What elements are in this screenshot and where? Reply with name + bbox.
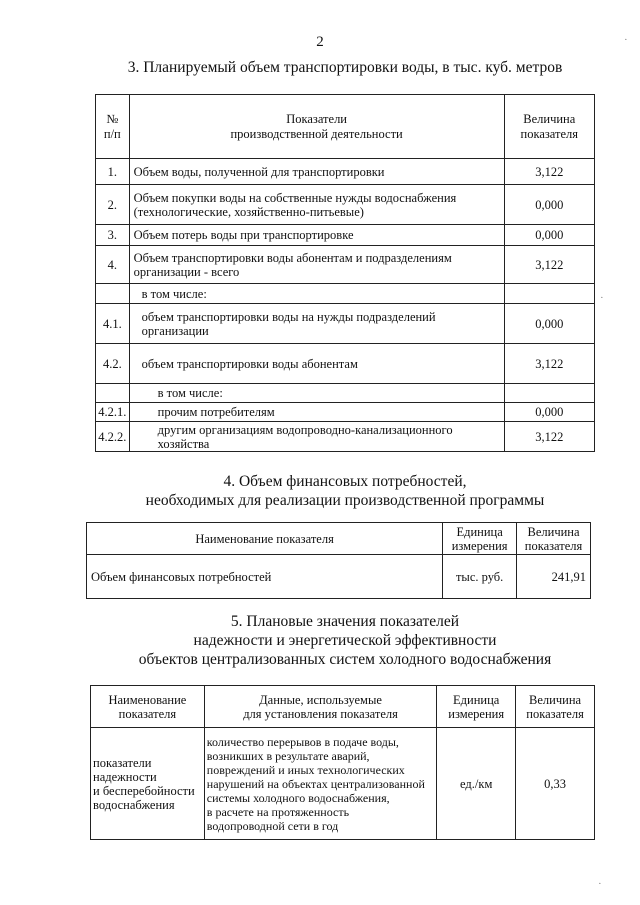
table-row xyxy=(96,344,595,384)
row-name: объем транспортировки воды абонентам xyxy=(129,344,504,384)
header-name-line1: Наименование xyxy=(108,692,187,707)
header-unit-line2: измерения xyxy=(448,706,505,721)
header-indicator xyxy=(129,95,504,159)
header-value xyxy=(517,523,591,555)
row-name-line: водоснабжения xyxy=(93,797,175,812)
row-name: в том числе: xyxy=(129,284,504,304)
row-num xyxy=(96,384,130,403)
row-num: 3. xyxy=(96,225,130,246)
table-header-row xyxy=(96,95,595,159)
table-row xyxy=(91,728,595,840)
row-name: другим организациям водопроводно-канализационного хозяйства xyxy=(129,422,504,452)
row-num xyxy=(96,284,130,304)
row-value: 241,91 xyxy=(517,555,591,599)
row-name: Объем финансовых потребностей xyxy=(87,555,443,599)
table-row xyxy=(96,185,595,225)
row-num: 4.2. xyxy=(96,344,130,384)
scan-mark: · xyxy=(598,878,602,890)
row-num: 1. xyxy=(96,159,130,185)
section-5-title-line3: объектов централизованных систем холодного водоснабжения xyxy=(138,651,552,668)
row-data-line: системы холодного водоснабжения, xyxy=(206,790,390,805)
row-data-line: в расчете на протяженность xyxy=(206,804,350,819)
header-value xyxy=(504,95,594,159)
table-row xyxy=(96,284,595,304)
header-indicator-line2: производственной деятельности xyxy=(230,126,403,141)
row-value: 0,000 xyxy=(504,185,594,225)
table-row xyxy=(87,555,591,599)
header-data-line2: для установления показателя xyxy=(243,706,398,721)
header-name-line2: показателя xyxy=(118,706,177,721)
scan-mark: · xyxy=(600,292,604,304)
row-name: прочим потребителям xyxy=(129,403,504,422)
row-value: 0,000 xyxy=(504,225,594,246)
row-value: 3,122 xyxy=(504,246,594,284)
row-num: 2. xyxy=(96,185,130,225)
page-number: 2 xyxy=(316,34,324,50)
row-value: 3,122 xyxy=(504,159,594,185)
section-4-title xyxy=(60,472,630,510)
header-unit xyxy=(443,523,517,555)
header-value-line1: Величина xyxy=(529,692,582,707)
header-unit-line1: Единица xyxy=(453,692,500,707)
section-4-title-line1: 4. Объем финансовых потребностей, xyxy=(223,473,467,490)
transport-volume-table xyxy=(95,94,595,452)
table-header-row xyxy=(91,686,595,728)
row-value: 0,33 xyxy=(516,728,595,840)
section-5-title-line1: 5. Плановые значения показателей xyxy=(230,613,460,630)
section-3-title: 3. Планируемый объем транспортировки воды, в тыс. куб. метров xyxy=(127,59,563,76)
row-name: объем транспортировки воды на нужды подразделений организации xyxy=(129,304,504,344)
section-4-title-line2: необходимых для реализации производственной программы xyxy=(145,492,545,509)
table-row xyxy=(96,384,595,403)
header-indicator-line1: Показатели xyxy=(286,111,347,126)
table-row xyxy=(96,246,595,284)
header-num-line1: № xyxy=(106,111,119,126)
row-value xyxy=(504,284,594,304)
header-unit xyxy=(437,686,516,728)
row-value: 0,000 xyxy=(504,403,594,422)
row-name: Объем покупки воды на собственные нужды водоснабжения (технологические, хозяйственно-питьевые) xyxy=(129,185,504,225)
row-name-line: надежности xyxy=(93,769,157,784)
row-value xyxy=(504,384,594,403)
table-row xyxy=(96,422,595,452)
row-num: 4.1. xyxy=(96,304,130,344)
row-data xyxy=(204,728,436,840)
header-unit-line2: измерения xyxy=(451,538,508,553)
row-name xyxy=(91,728,205,840)
row-data-line: водопроводной сети в год xyxy=(206,818,339,833)
header-unit-line1: Единица xyxy=(456,524,503,539)
header-value xyxy=(516,686,595,728)
reliability-indicators-table xyxy=(90,685,595,840)
header-value-line1: Величина xyxy=(527,524,580,539)
header-data-line1: Данные, используемые xyxy=(259,692,382,707)
row-value: 3,122 xyxy=(504,344,594,384)
section-5-title-line2: надежности и энергетической эффективности xyxy=(193,632,497,649)
financial-needs-table xyxy=(86,522,591,599)
row-name-line: показатели xyxy=(93,755,152,770)
header-value-line2: показателя xyxy=(526,706,584,721)
header-num-line2: п/п xyxy=(103,126,121,141)
header-num xyxy=(96,95,130,159)
row-unit: ед./км xyxy=(437,728,516,840)
header-name: Наименование показателя xyxy=(87,523,443,555)
row-name: Объем транспортировки воды абонентам и подразделениям организации - всего xyxy=(129,246,504,284)
scan-mark: · xyxy=(624,34,628,46)
row-num: 4. xyxy=(96,246,130,284)
row-data-line: нарушений на объектах централизованной xyxy=(206,776,425,791)
row-num: 4.2.2. xyxy=(96,422,130,452)
row-data-line: возникших в результате аварий, xyxy=(206,748,370,763)
row-data-line: количество перерывов в подаче воды, xyxy=(206,734,399,749)
row-value: 3,122 xyxy=(504,422,594,452)
row-name: Объем воды, полученной для транспортировки xyxy=(129,159,504,185)
header-value-line2: показателя xyxy=(524,538,583,553)
section-5-title xyxy=(60,612,630,669)
header-name xyxy=(91,686,205,728)
header-value-line1: Величина xyxy=(523,111,576,126)
row-unit: тыс. руб. xyxy=(443,555,517,599)
row-value: 0,000 xyxy=(504,304,594,344)
table-row xyxy=(96,159,595,185)
table-header-row xyxy=(87,523,591,555)
row-num: 4.2.1. xyxy=(96,403,130,422)
table-row xyxy=(96,304,595,344)
header-value-line2: показателя xyxy=(520,126,579,141)
row-data-line: повреждений и иных технологических xyxy=(206,762,405,777)
table-row xyxy=(96,403,595,422)
header-data xyxy=(204,686,436,728)
row-name-line: и бесперебойности xyxy=(93,783,195,798)
table-row xyxy=(96,225,595,246)
row-name: Объем потерь воды при транспортировке xyxy=(129,225,504,246)
row-name: в том числе: xyxy=(129,384,504,403)
